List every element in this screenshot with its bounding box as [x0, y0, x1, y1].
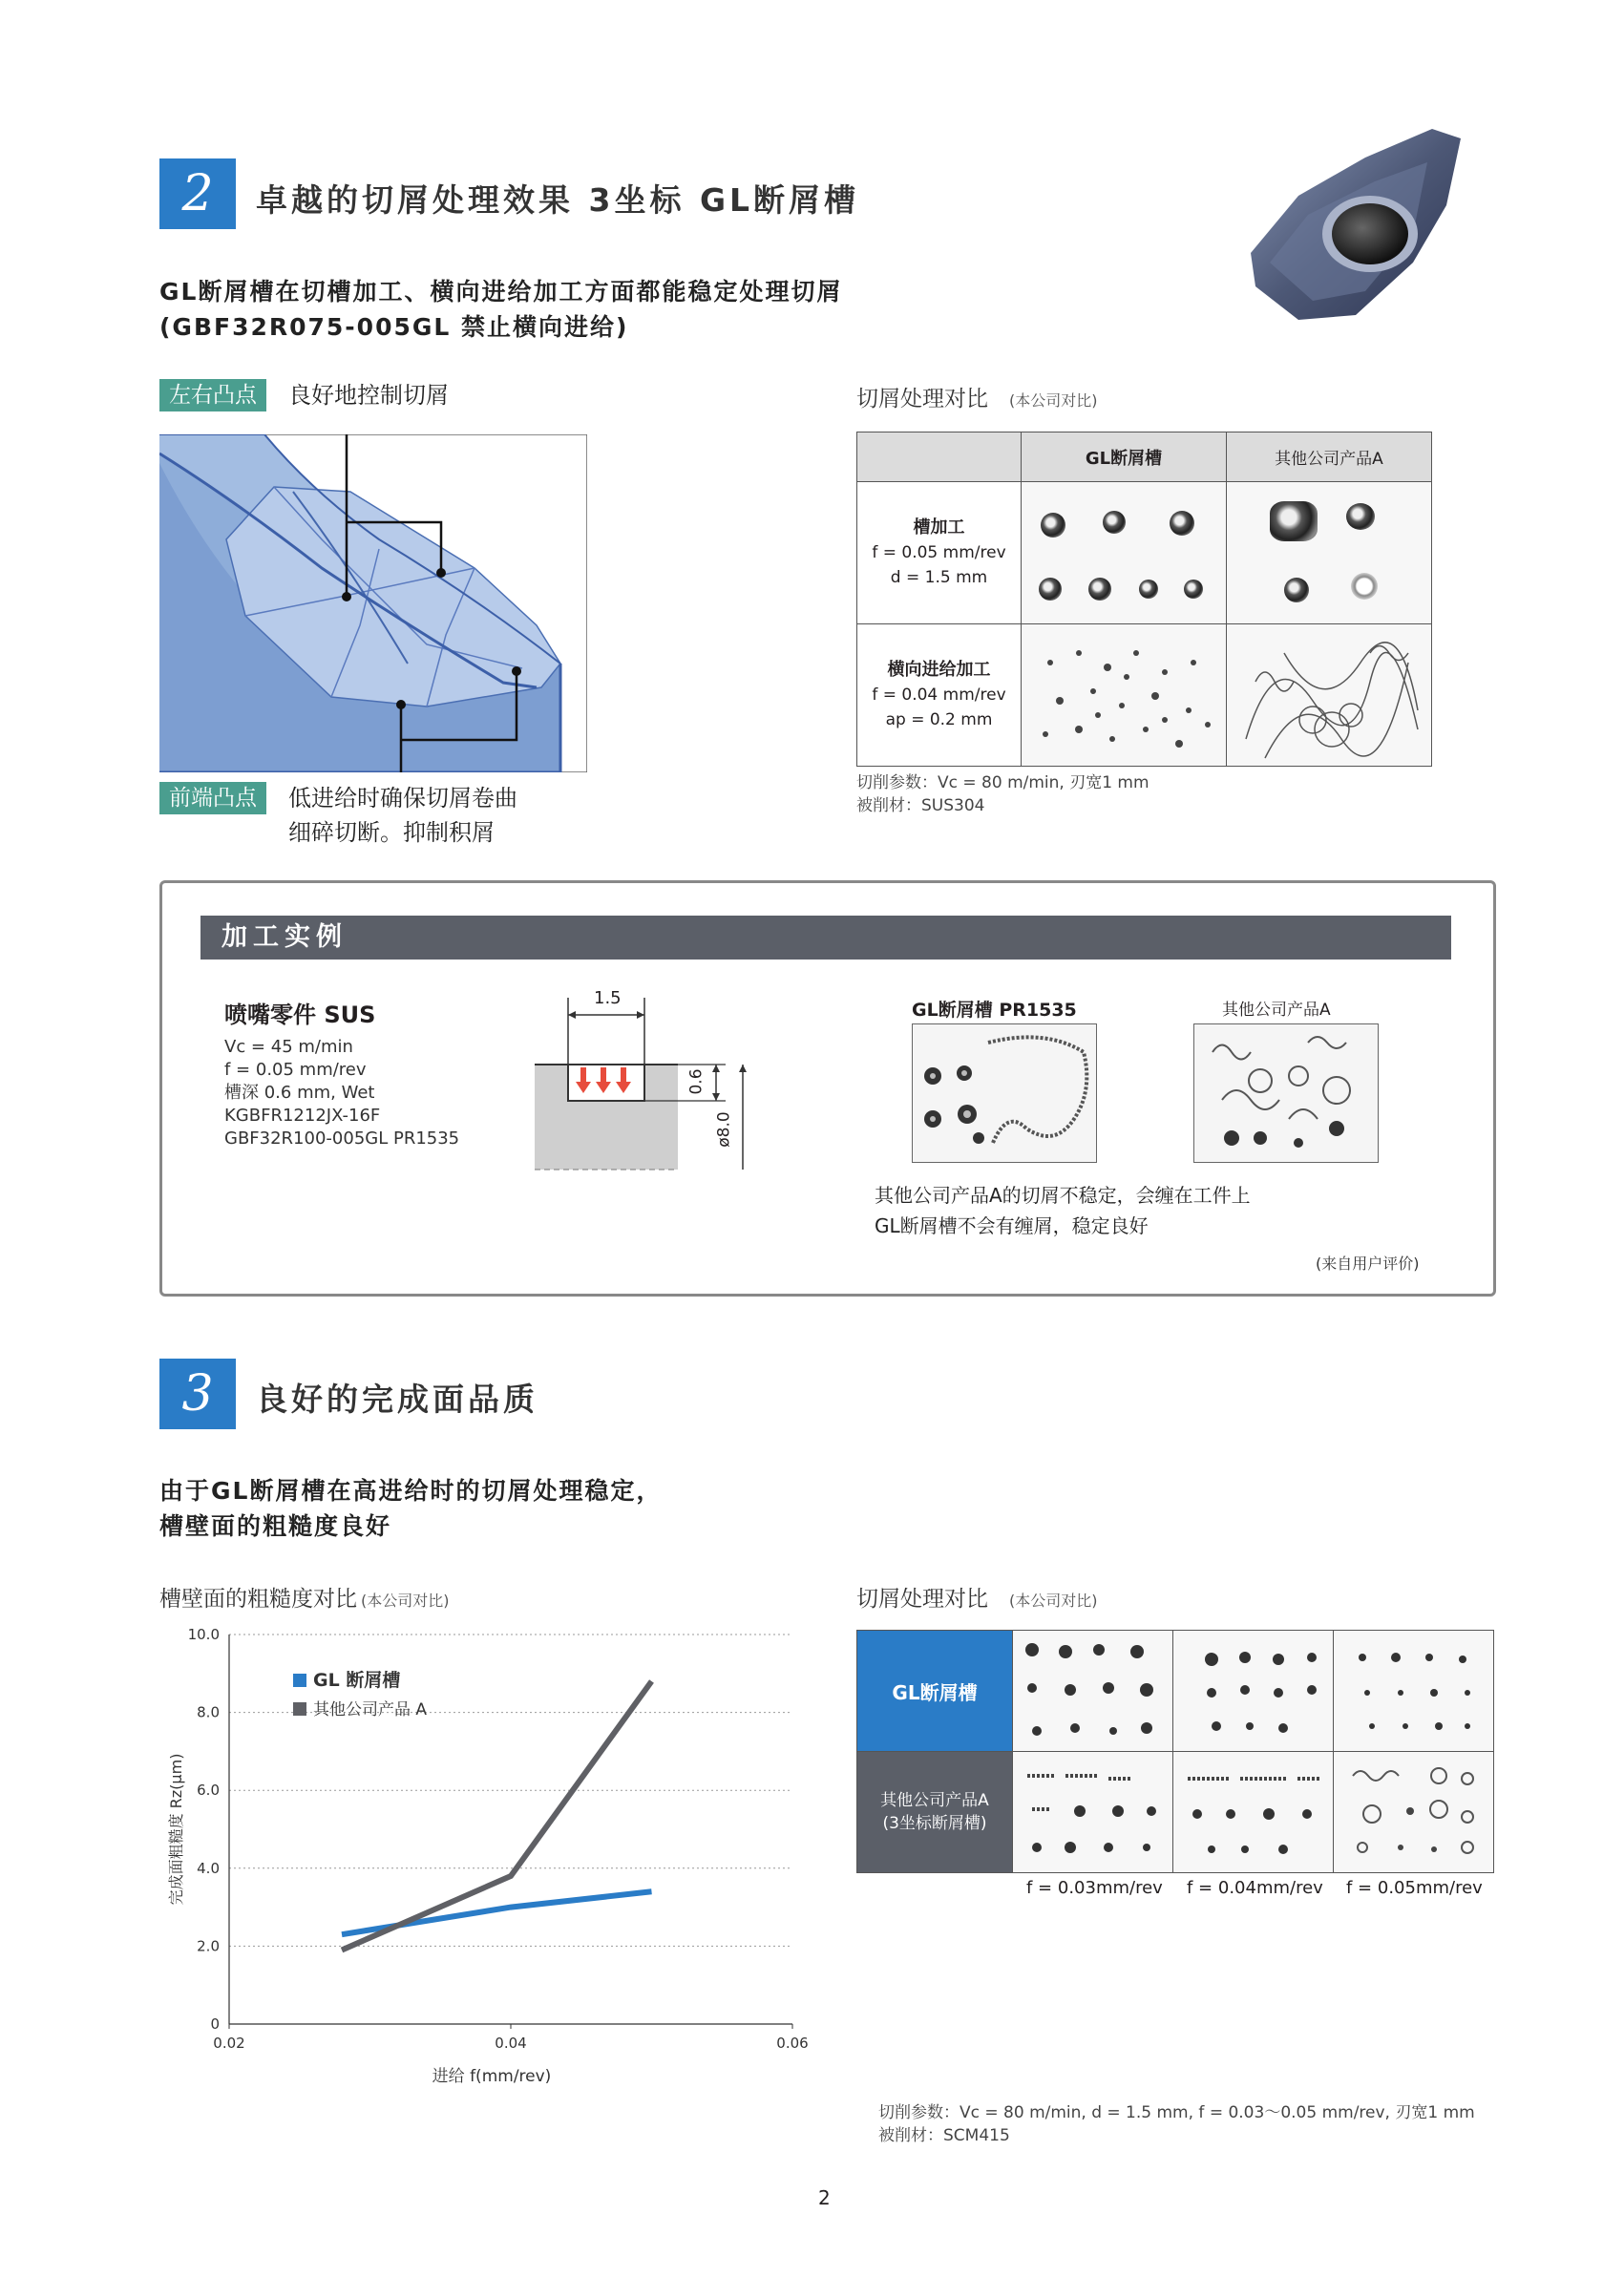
param-holder: KGBFR1212JX-16F — [224, 1106, 381, 1126]
side-bump-description: 良好地控制切屑 — [288, 382, 449, 409]
table-header-other: 其他公司产品A — [1227, 432, 1432, 482]
example-other-label: 其他公司产品A — [1222, 1001, 1331, 1020]
legend-swatch-2 — [293, 1702, 306, 1716]
row-grooving-depth: d = 1.5 mm — [890, 568, 988, 587]
row-lateral-label — [857, 624, 1022, 767]
section-lead-line1: GL断屑槽在切槽加工、横向进给加工方面都能稳定处理切屑 — [159, 278, 843, 306]
x-tick-label: 0.04 — [495, 2035, 527, 2052]
example-gl-label: GL断屑槽 PR1535 — [912, 1000, 1077, 1021]
chip-comparison-heading-3 — [856, 1581, 1098, 1613]
workpiece-material-3: 被削材：SCM415 — [878, 2126, 1010, 2145]
chip-comparison-title: 切屑处理对比 — [856, 387, 988, 411]
y-tick-label: 2.0 — [197, 1937, 220, 1955]
section-number-badge-3: 3 — [159, 1359, 236, 1429]
y-tick-label: 6.0 — [197, 1782, 220, 1800]
row-gl-label: GL断屑槽 — [857, 1631, 1013, 1752]
legend-swatch-1 — [293, 1674, 306, 1687]
section-lead-line2: (GBF32R075-005GL 禁止横向进给) — [159, 313, 629, 341]
dim-groove-depth: 0.6 — [686, 1068, 707, 1095]
x-axis-label: 进给 f(mm/rev) — [432, 2067, 552, 2086]
cutting-conditions: 切削参数：Vc = 80 m/min, 刃宽1 mm — [856, 773, 1149, 792]
col-label-f004: f = 0.04mm/rev — [1187, 1878, 1323, 1898]
dim-diameter: ø8.0 — [714, 1111, 734, 1148]
roughness-chart-title: 槽壁面的粗糙度对比 — [159, 1587, 357, 1612]
section-title: 卓越的切屑处理效果 3坐标 GL断屑槽 — [256, 181, 860, 219]
workpiece-material: 被削材：SUS304 — [856, 796, 985, 815]
groove-diagram — [516, 988, 764, 1174]
chip-photo-gl-lateral — [1022, 624, 1227, 767]
x-tick-label: 0.06 — [776, 2035, 809, 2052]
y-tick-label: 4.0 — [197, 1859, 220, 1877]
legend-label-2: 其他公司产品 A — [313, 1700, 428, 1719]
cutting-conditions-3: 切削参数：Vc = 80 m/min, d = 1.5 mm, f = 0.03～0.05 mm/rev, 刃宽1 mm — [878, 2103, 1475, 2122]
chip-comparison-heading — [856, 381, 1098, 412]
row-grooving-title: 槽加工 — [913, 517, 965, 538]
feed-comparison-table — [856, 1630, 1494, 1873]
roughness-chart — [153, 1623, 821, 2100]
example-source: (来自用户评价) — [1316, 1255, 1420, 1273]
chip-photo-gl-grooving — [1022, 482, 1227, 624]
other-chips-f005 — [1334, 1752, 1494, 1873]
section3-lead-line1: 由于GL断屑槽在高进给时的切屑处理稳定， — [159, 1477, 663, 1505]
row-grooving-label — [857, 482, 1022, 624]
gl-chips-f004 — [1173, 1631, 1334, 1752]
example-note-line2: GL断屑槽不会有缠屑，稳定良好 — [875, 1214, 1149, 1237]
col-label-f003: f = 0.03mm/rev — [1026, 1878, 1163, 1898]
chip-photo-other-grooving — [1227, 482, 1432, 624]
section-title-3: 良好的完成面品质 — [256, 1381, 538, 1418]
dim-groove-width: 1.5 — [594, 988, 622, 1008]
row-other-label — [857, 1752, 1013, 1873]
param-depth: 槽深 0.6 mm, Wet — [224, 1083, 375, 1103]
example-other-chip-photo — [1193, 1023, 1379, 1163]
front-bump-tag: 前端凸点 — [159, 782, 266, 814]
chip-photo-other-lateral — [1227, 624, 1432, 767]
y-tick-label: 8.0 — [197, 1703, 220, 1721]
chip-comparison-subtitle-3: (本公司对比) — [1009, 1592, 1098, 1610]
row-lateral-ap: ap = 0.2 mm — [885, 710, 993, 729]
front-bump-description-line1: 低进给时确保切屑卷曲 — [288, 785, 517, 812]
gl-chips-f005 — [1334, 1631, 1494, 1752]
chip-comparison-title-3: 切屑处理对比 — [856, 1587, 988, 1612]
example-params — [224, 1036, 459, 1150]
x-tick-label: 0.02 — [213, 2035, 245, 2052]
roughness-chart-heading — [159, 1581, 450, 1613]
side-bump-tag: 左右凸点 — [159, 379, 266, 411]
section-number-badge: 2 — [159, 158, 236, 229]
chip-comparison-subtitle: (本公司对比) — [1009, 391, 1098, 410]
row-lateral-feed: f = 0.04 mm/rev — [872, 686, 1006, 705]
legend-label-1: GL 断屑槽 — [313, 1670, 401, 1691]
param-feed: f = 0.05 mm/rev — [224, 1060, 367, 1080]
other-chips-f003 — [1013, 1752, 1173, 1873]
row-grooving-feed: f = 0.05 mm/rev — [872, 543, 1006, 562]
row-lateral-title: 横向进给加工 — [887, 660, 991, 680]
col-label-f005: f = 0.05mm/rev — [1346, 1878, 1483, 1898]
chipbreaker-illustration — [159, 434, 587, 772]
example-gl-chip-photo — [912, 1023, 1097, 1163]
insert-product-image — [1241, 119, 1470, 339]
example-part-name: 喷嘴零件 SUS — [224, 1002, 376, 1028]
table-header-gl: GL断屑槽 — [1022, 432, 1227, 482]
example-note-line1: 其他公司产品A的切屑不稳定，会缠在工件上 — [875, 1184, 1251, 1207]
param-vc: Vc = 45 m/min — [224, 1037, 353, 1057]
y-tick-label: 10.0 — [187, 1626, 220, 1643]
row-other-label-line1: 其他公司产品A — [880, 1791, 989, 1810]
chip-comparison-table — [856, 432, 1432, 767]
param-insert: GBF32R100-005GL PR1535 — [224, 1128, 460, 1149]
table-corner — [857, 432, 1022, 482]
row-other-label-line2: (3坐标断屑槽) — [882, 1814, 987, 1833]
y-axis-label: 完成面粗糙度 Rz(μm) — [167, 1753, 185, 1906]
example-heading: 加工实例 — [200, 916, 1451, 960]
roughness-chart-subtitle: (本公司对比) — [361, 1592, 450, 1610]
section3-lead-line2: 槽壁面的粗糙度良好 — [159, 1512, 392, 1540]
gl-chips-f003 — [1013, 1631, 1173, 1752]
y-tick-label: 0 — [210, 2015, 220, 2033]
page-number: 2 — [818, 2186, 831, 2209]
other-chips-f004 — [1173, 1752, 1334, 1873]
front-bump-description-line2: 细碎切断。抑制积屑 — [288, 819, 495, 846]
